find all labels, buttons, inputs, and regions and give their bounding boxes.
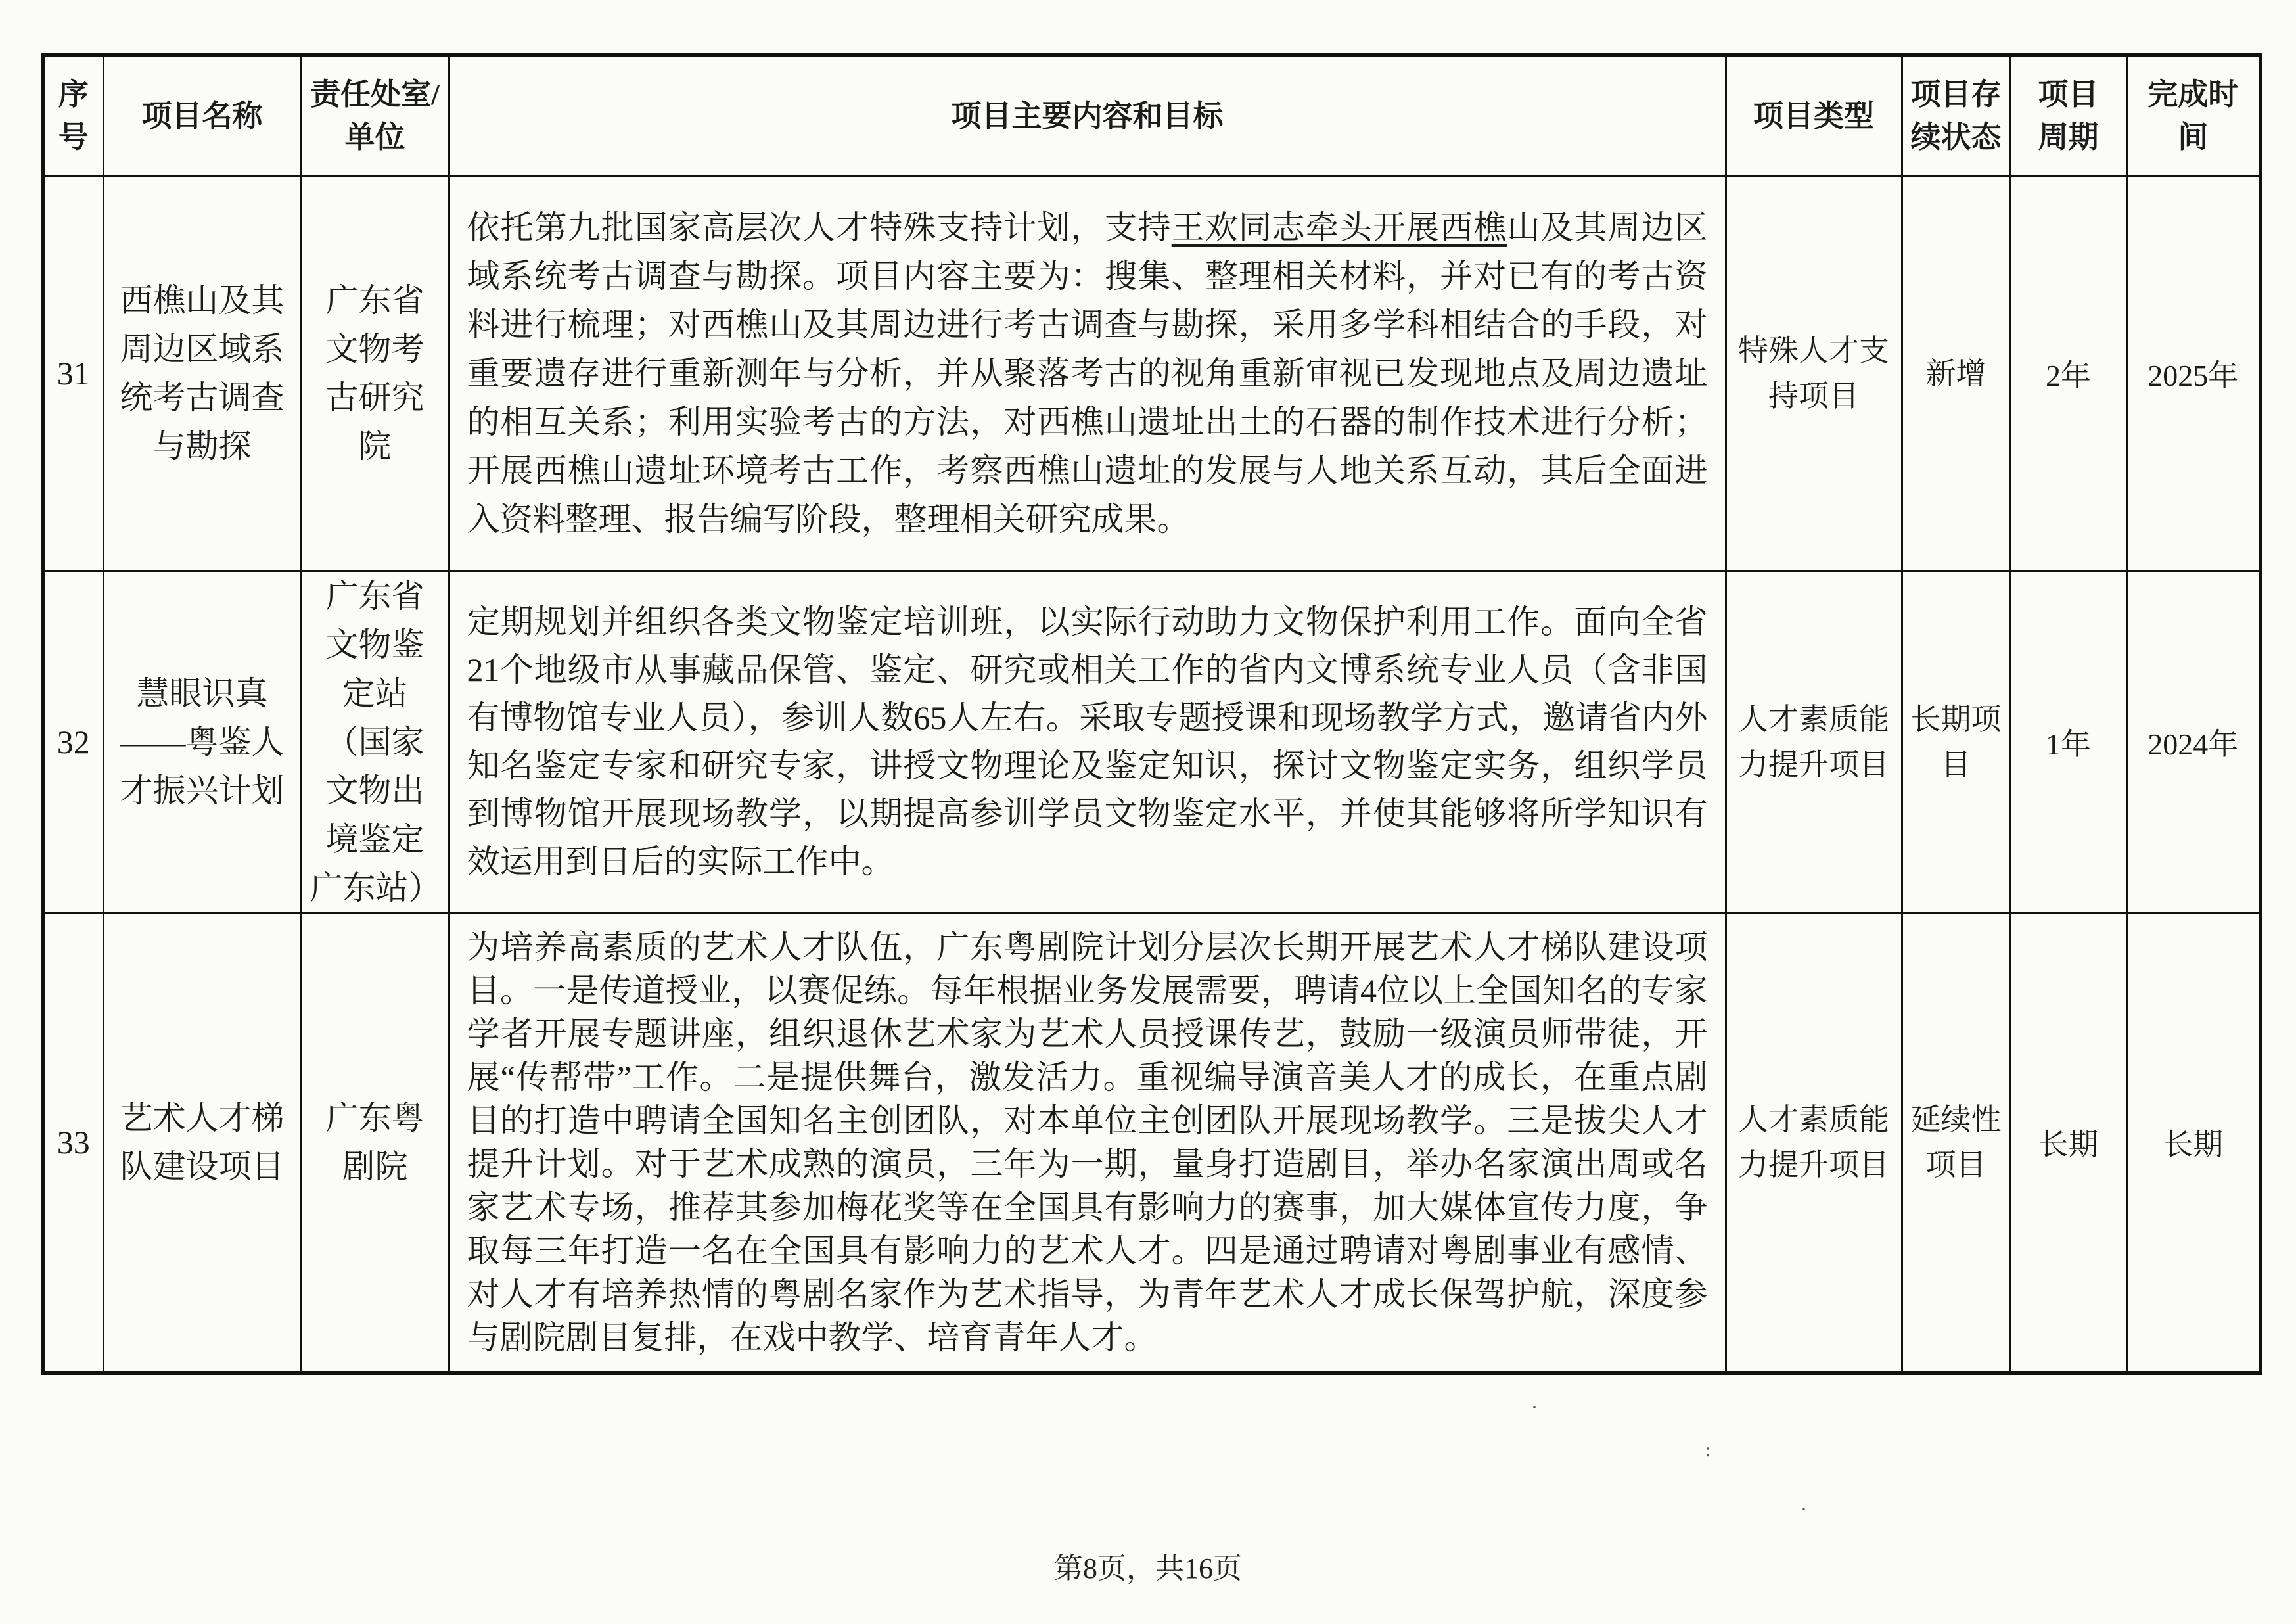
cell-type: 人才素质能力提升项目 [1726,570,1902,913]
column-header-period: 项目周期 [2010,55,2126,176]
cell-content: 定期规划并组织各类文物鉴定培训班，以实际行动助力文物保护利用工作。面向全省21个地级市从事藏品保管、鉴定、研究或相关工作的省内文博系统专业人员（含非国有博物馆专业人员），参训人数65人左右。采取专题授课和现场教学方式，邀请省内外知名鉴定专家和研究专家，讲授文物理论及鉴定知识，探讨文物鉴定实务，组织学员到博物馆开展现场教学，以期提高参训学员文物鉴定水平，并使其能够将所学知识有效运用到日后的实际工作中。 [449,570,1726,913]
cell-type: 人才素质能力提升项目 [1726,913,1902,1373]
cell-status: 新增 [1902,176,2010,570]
cell-type: 特殊人才支持项目 [1726,176,1902,570]
cell-unit: 广东省文物鉴定站（国家文物出境鉴定广东站） [301,570,449,913]
cell-content: 依托第九批国家高层次人才特殊支持计划，支持王欢同志牵头开展西樵山及其周边区域系统考古调查与勘探。项目内容主要为：搜集、整理相关材料，并对已有的考古资料进行梳理；对西樵山及其周边进行考古调查与勘探，采用多学科相结合的手段，对重要遗存进行重新测年与分析，并从聚落考古的视角重新审视已发现地点及周边遗址的相互关系；利用实验考古的方法，对西樵山遗址出土的石器的制作技术进行分析；开展西樵山遗址环境考古工作，考察西樵山遗址的发展与人地关系互动，其后全面进入资料整理、报告编写阶段，整理相关研究成果。 [449,176,1726,570]
cell-finish-time: 长期 [2126,913,2261,1373]
column-header-status: 项目存续状态 [1902,55,2010,176]
cell-seq: 33 [43,913,103,1373]
cell-period: 2年 [2010,176,2126,570]
cell-project-name: 慧眼识真——粤鉴人才振兴计划 [103,570,301,913]
cell-seq: 32 [43,570,103,913]
cell-project-name: 西樵山及其周边区域系统考古调查与勘探 [103,176,301,570]
table-header-row [43,55,2261,176]
column-header-project-name: 项目名称 [103,55,301,176]
column-header-seq: 序号 [43,55,103,176]
cell-period: 长期 [2010,913,2126,1373]
scan-speck: : [1705,1439,1711,1461]
cell-finish-time: 2024年 [2126,570,2261,913]
cell-unit: 广东粤剧院 [301,913,449,1373]
column-header-unit: 责任处室/单位 [301,55,449,176]
cell-seq: 31 [43,176,103,570]
cell-finish-time: 2025年 [2126,176,2261,570]
project-table [41,53,2262,1375]
cell-status: 长期项目 [1902,570,2010,913]
cell-unit: 广东省文物考古研究院 [301,176,449,570]
table-row [43,570,2261,913]
cell-period: 1年 [2010,570,2126,913]
cell-content: 为培养高素质的艺术人才队伍，广东粤剧院计划分层次长期开展艺术人才梯队建设项目。一是传道授业，以赛促练。每年根据业务发展需要，聘请4位以上全国知名的专家学者开展专题讲座，组织退休艺术家为艺术人员授课传艺，鼓励一级演员师带徒，开展“传帮带”工作。二是提供舞台，激发活力。重视编导演音美人才的成长，在重点剧目的打造中聘请全国知名主创团队，对本单位主创团队开展现场教学。三是拔尖人才提升计划。对于艺术成熟的演员，三年为一期，量身打造剧目，举办名家演出周或名家艺术专场，推荐其参加梅花奖等在全国具有影响力的赛事，加大媒体宣传力度，争取每三年打造一名在全国具有影响力的艺术人才。四是通过聘请对粤剧事业有感情、对人才有培养热情的粤剧名家作为艺术指导，为青年艺术人才成长保驾护航，深度参与剧院剧目复排，在戏中教学、培育青年人才。 [449,913,1726,1373]
column-header-finish-time: 完成时间 [2126,55,2261,176]
table-row [43,176,2261,570]
scan-speck: · [1801,1498,1807,1520]
table-row [43,913,2261,1373]
page-number: 第8页，共16页 [1054,1552,1242,1585]
column-header-type: 项目类型 [1726,55,1902,176]
scan-speck: · [1531,1397,1538,1418]
cell-status: 延续性项目 [1902,913,2010,1373]
column-header-content: 项目主要内容和目标 [449,55,1726,176]
cell-project-name: 艺术人才梯队建设项目 [103,913,301,1373]
